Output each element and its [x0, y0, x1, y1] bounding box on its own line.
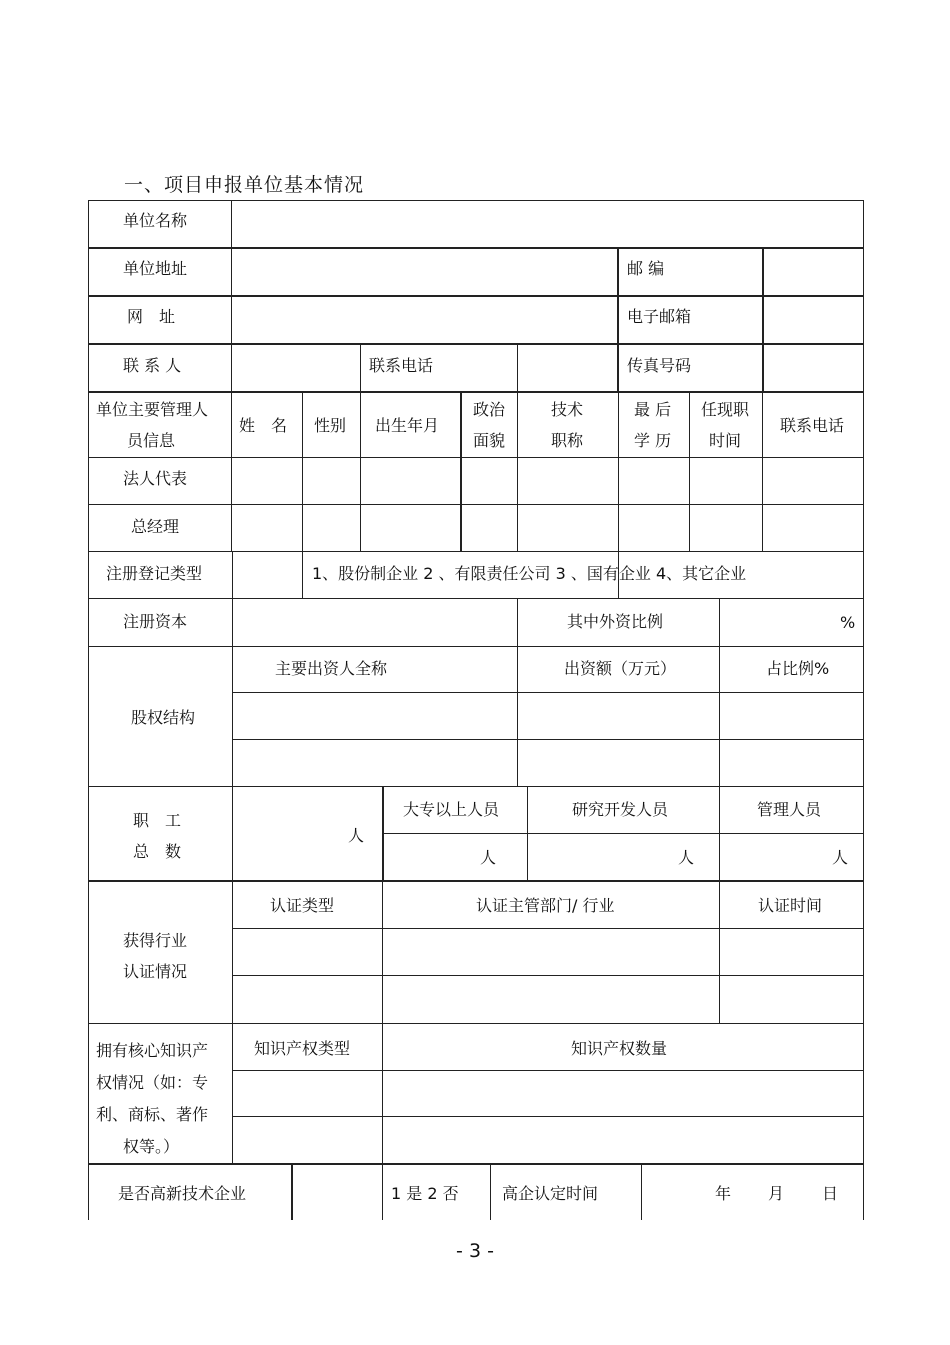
hitech-label: 是否高新技术企业: [118, 1184, 247, 1203]
ip-label-2: 权情况（如：专: [96, 1073, 209, 1092]
col-divider: [360, 343, 361, 391]
staff-label-1: 职 工: [133, 811, 182, 830]
row-divider: [88, 551, 864, 552]
name-header: 姓 名: [239, 416, 288, 435]
managers-unit: 人: [832, 848, 849, 867]
gender-header: 性别: [314, 416, 347, 435]
col-divider: [762, 391, 763, 551]
ip-count-header: 知识产权数量: [571, 1039, 668, 1058]
section-title: 一、项目申报单位基本情况: [124, 174, 365, 196]
col-divider: [517, 598, 518, 786]
hitech-time-label: 高企认定时间: [502, 1184, 599, 1203]
postcode-label: 邮 编: [627, 259, 665, 278]
cert-label-1: 获得行业: [123, 931, 188, 950]
row-divider: [88, 880, 864, 882]
col-divider: [382, 786, 384, 880]
page-number: - 3 -: [456, 1240, 494, 1262]
unit-address-label: 单位地址: [123, 259, 188, 278]
col-divider: [232, 551, 233, 598]
job-header-2: 时间: [709, 431, 742, 450]
col-divider: [617, 247, 619, 391]
edu-header-1: 最 后: [634, 400, 672, 419]
ip-type-header: 知识产权类型: [254, 1039, 351, 1058]
row-divider: [88, 598, 864, 599]
row-divider: [88, 1163, 864, 1165]
staff-label-2: 总 数: [133, 842, 182, 861]
col-divider: [689, 391, 690, 551]
unit-name-label: 单位名称: [123, 211, 188, 230]
col-divider: [641, 1163, 642, 1220]
row-divider: [232, 928, 864, 929]
info-table: [88, 200, 864, 1220]
ratio-header: 占比例%: [766, 659, 830, 678]
college-unit: 人: [480, 848, 497, 867]
fax-label: 传真号码: [627, 356, 692, 375]
col-divider: [302, 391, 303, 598]
amount-header: 出资额（万元）: [564, 659, 677, 678]
col-divider: [231, 200, 232, 551]
row-divider: [232, 975, 864, 976]
yes-no-options: 1 是 2 否: [391, 1184, 459, 1203]
row-divider: [88, 504, 864, 505]
website-label: 网 址: [127, 307, 176, 326]
row-divider: [88, 646, 864, 647]
reg-options: 1、股份制企业 2 、有限责任公司 3 、国有企业 4、其它企业: [312, 564, 747, 583]
email-label: 电子邮箱: [627, 307, 692, 326]
reg-capital-label: 注册资本: [123, 612, 188, 631]
political-header-1: 政治: [473, 400, 506, 419]
row-divider: [232, 739, 864, 740]
col-divider: [382, 880, 383, 1220]
cert-dept-header: 认证主管部门/ 行业: [476, 896, 615, 915]
reg-type-label: 注册登记类型: [106, 564, 203, 583]
tech-header-2: 职称: [551, 431, 584, 450]
tech-header-1: 技术: [551, 400, 584, 419]
row-divider: [88, 247, 864, 249]
mgmt-phone-header: 联系电话: [780, 416, 845, 435]
rnd-unit: 人: [678, 848, 695, 867]
day-label: 日: [822, 1184, 839, 1203]
col-divider: [517, 343, 518, 551]
col-divider: [719, 598, 720, 880]
cert-label-2: 认证情况: [123, 962, 188, 981]
mgmt-label-line2: 员信息: [127, 431, 176, 450]
col-divider: [762, 247, 764, 391]
staff-total-unit: 人: [348, 826, 365, 845]
month-label: 月: [768, 1184, 785, 1203]
managers-header: 管理人员: [757, 800, 822, 819]
row-divider: [88, 786, 864, 787]
row-divider: [88, 391, 864, 393]
row-divider: [232, 1070, 864, 1071]
row-divider: [88, 295, 864, 297]
row-divider: [383, 833, 864, 834]
col-divider: [232, 598, 233, 1163]
col-divider: [291, 1163, 293, 1220]
equity-label: 股权结构: [131, 708, 196, 727]
row-divider: [88, 457, 864, 458]
foreign-ratio-label: 其中外资比例: [567, 612, 664, 631]
cert-time-header: 认证时间: [758, 896, 823, 915]
cert-type-header: 认证类型: [270, 896, 335, 915]
contact-phone-label: 联系电话: [369, 356, 434, 375]
contact-label: 联 系 人: [123, 356, 182, 375]
ip-label-1: 拥有核心知识产: [96, 1041, 209, 1060]
rnd-header: 研究开发人员: [572, 800, 669, 819]
ip-label-3: 利、商标、著作: [96, 1105, 209, 1124]
col-divider: [490, 1163, 491, 1220]
political-header-2: 面貌: [473, 431, 506, 450]
edu-header-2: 学 历: [634, 431, 672, 450]
investor-header: 主要出资人全称: [275, 659, 388, 678]
col-divider: [360, 391, 361, 551]
year-label: 年: [715, 1184, 732, 1203]
college-header: 大专以上人员: [403, 800, 500, 819]
row-divider: [88, 1023, 864, 1024]
col-divider: [527, 786, 528, 880]
percent-sign: %: [840, 613, 856, 632]
col-divider: [719, 880, 720, 1023]
ip-label-4: 权等。）: [123, 1137, 180, 1156]
mgmt-label-line1: 单位主要管理人: [96, 400, 209, 419]
gm-label: 总经理: [131, 517, 180, 536]
col-divider: [460, 391, 462, 551]
row-divider: [232, 692, 864, 693]
row-divider: [232, 1116, 864, 1117]
job-header-1: 任现职: [701, 400, 750, 419]
birth-header: 出生年月: [375, 416, 440, 435]
row-divider: [88, 343, 864, 345]
legal-rep-label: 法人代表: [123, 469, 188, 488]
